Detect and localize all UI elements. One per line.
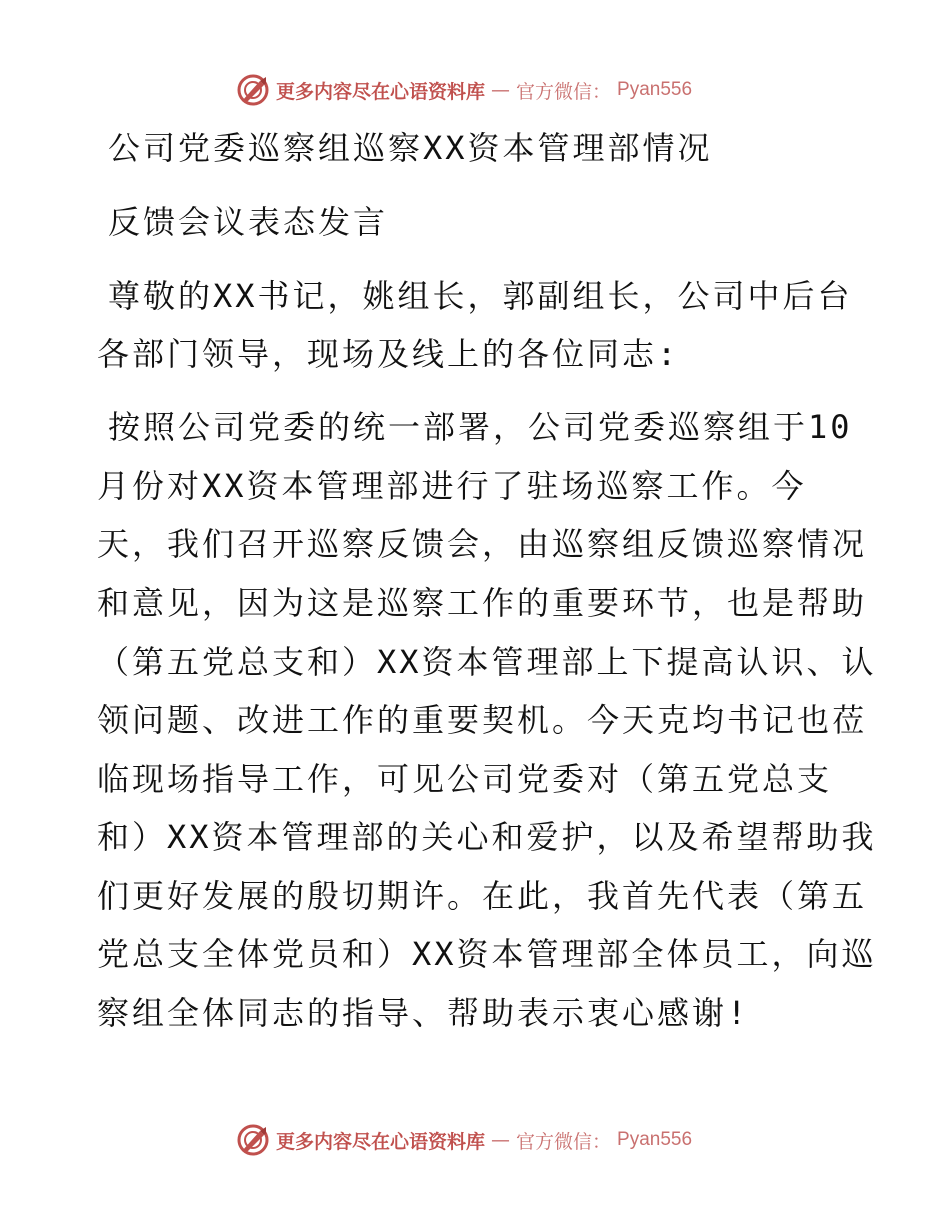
pen-logo-icon [236, 73, 270, 107]
body-line: 们更好发展的殷切期许。在此，我首先代表（第五 [97, 877, 868, 915]
watermark-main-text: 更多内容尽在心语资料库 [276, 1130, 486, 1153]
title-line-1: 公司党委巡察组巡察XX资本管理部情况 [108, 129, 713, 167]
watermark-main-text: 更多内容尽在心语资料库 [276, 80, 486, 103]
watermark-footer [236, 1122, 692, 1158]
body-line: 和意见，因为这是巡察工作的重要环节，也是帮助 [97, 584, 868, 622]
body-line: （第五党总支和）XX资本管理部上下提高认识、认 [97, 643, 877, 681]
body-line: 临现场指导工作，可见公司党委对（第五党总支 [97, 760, 833, 798]
body-line: 领问题、改进工作的重要契机。今天克均书记也莅 [97, 701, 868, 739]
body-line: 按照公司党委的统一部署，公司党委巡察组于10 [108, 408, 853, 446]
body-line: 天，我们召开巡察反馈会，由巡察组反馈巡察情况 [97, 525, 868, 563]
watermark-dash: — [491, 79, 511, 101]
salutation-line-2: 各部门领导，现场及线上的各位同志: [97, 335, 680, 373]
pen-logo-icon [236, 1123, 270, 1157]
body-line: 月份对XX资本管理部进行了驻场巡察工作。今 [97, 467, 807, 505]
watermark-dash: — [491, 1129, 511, 1151]
watermark-wechat-label: 官方微信： [516, 1130, 612, 1153]
body-line: 和）XX资本管理部的关心和爱护，以及希望帮助我 [97, 818, 877, 856]
watermark-wechat-label: 官方微信： [516, 80, 612, 103]
body-line: 党总支全体党员和）XX资本管理部全体员工，向巡 [97, 935, 877, 973]
watermark-wechat-handle: Pyan556 [617, 1129, 693, 1150]
body-line: 察组全体同志的指导、帮助表示衷心感谢! [97, 994, 750, 1032]
watermark-header [236, 72, 692, 108]
watermark-wechat-handle: Pyan556 [617, 79, 693, 100]
salutation-line-1: 尊敬的XX书记，姚组长，郭副组长，公司中后台 [108, 277, 853, 315]
title-line-2: 反馈会议表态发言 [108, 203, 389, 241]
